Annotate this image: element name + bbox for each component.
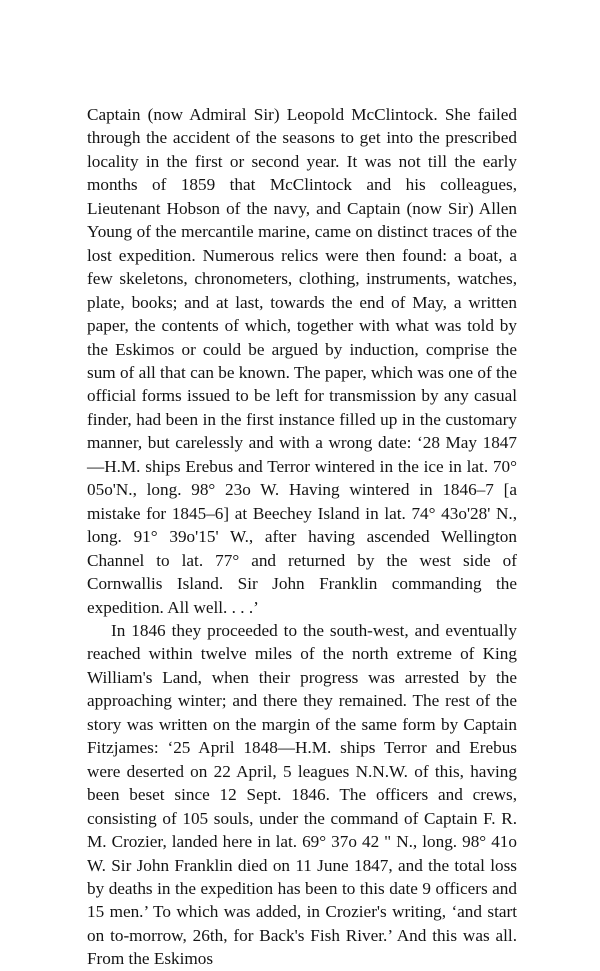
paragraph-mcclintock-expedition: Captain (now Admiral Sir) Leopold McClintock. She failed through the accident of the seasons to get into the prescribed locality in the first or second year. It was not till the early months of 1859 that McClintock and his colleagues, Lieutenant Hobson of the navy, and Captain (now Sir) Allen Young of the mercantile marine, came on distinct traces of the lost expedition. Numerous relics were then found: a boat, a few skeletons, chronometers, clothing, instruments, watches, plate, books; and at last, towards the end of May, a written paper, the contents of which, together with what was told by the Eskimos or could be argued by induction, comprise the sum of all that can be known. The paper, which was one of the official forms issued to be left for transmission by any casual finder, had been in the first instance filled up in the customary manner, but carelessly and with a wrong date: ‘28 May 1847—H.M. ships Erebus and Terror wintered in the ice in lat. 70° 05o'N., long. 98° 23o W. Having wintered in 1846–7 [a mistake for 1845–6] at Beechey Island in lat. 74° 43o'28' N., long. 91° 39o'15' W., after having ascended Wellington Channel to lat. 77° and returned by the west side of Cornwallis Island. Sir John Franklin commanding the expedition. All well. . . .’ [87, 105, 517, 617]
book-page-text [87, 103, 517, 971]
paragraph-fitzjames-record: In 1846 they proceeded to the south-west, and eventually reached within twelve miles of the north extreme of King William's Land, when their progress was arrested by the approaching winter; and there they remained. The rest of the story was written on the margin of the same form by Captain Fitzjames: ‘25 April 1848—H.M. ships Terror and Erebus were deserted on 22 April, 5 leagues N.N.W. of this, having been beset since 12 Sept. 1846. The officers and crews, consisting of 105 souls, under the command of Captain F. R. M. Crozier, landed here in lat. 69° 37o 42 " N., long. 98° 41o W. Sir John Franklin died on 11 June 1847, and the total loss by deaths in the expedition has been to this date 9 officers and 15 men.’ To which was added, in Crozier's writing, ‘and start on to-morrow, 26th, for Back's Fish River.’ And this was all. From the Eskimos [87, 620, 517, 969]
